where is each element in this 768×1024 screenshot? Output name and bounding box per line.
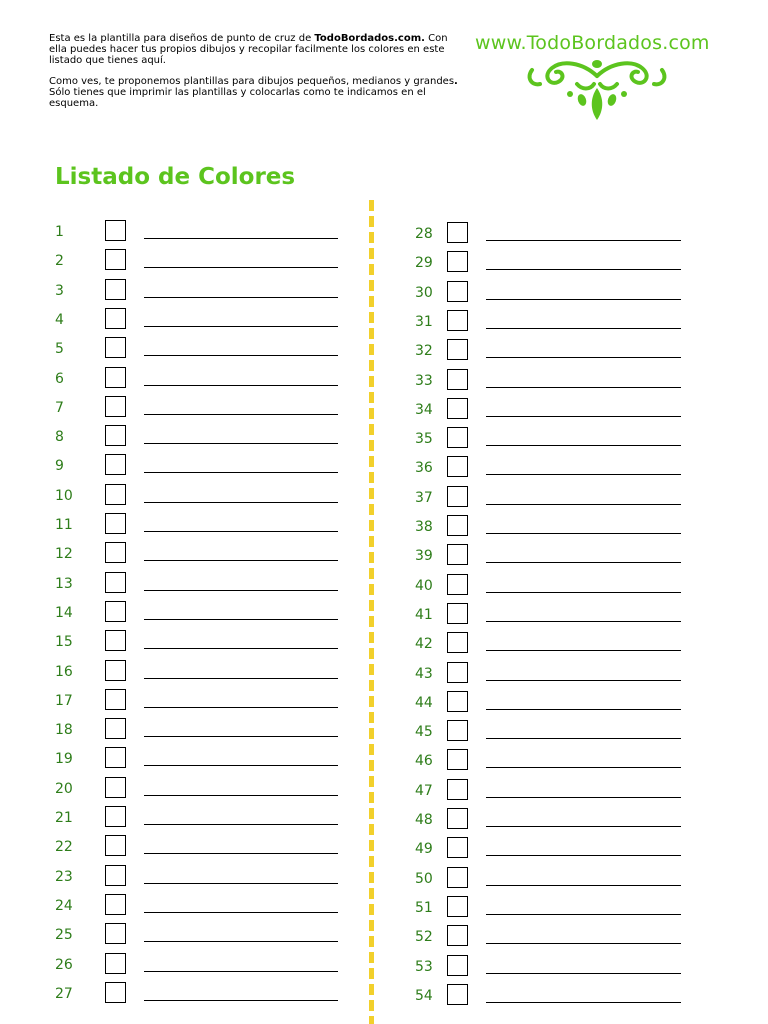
color-name-line[interactable] <box>144 590 338 591</box>
color-swatch-box[interactable] <box>447 281 468 302</box>
color-swatch-box[interactable] <box>105 923 126 944</box>
color-number: 10 <box>55 487 73 504</box>
color-row <box>55 340 338 364</box>
color-row <box>55 370 338 394</box>
color-swatch-box[interactable] <box>105 396 126 417</box>
color-row <box>415 870 681 894</box>
color-number: 49 <box>415 841 433 858</box>
color-swatch-box[interactable] <box>447 984 468 1005</box>
color-number: 33 <box>415 372 433 389</box>
color-swatch-box[interactable] <box>105 982 126 1003</box>
color-row <box>55 985 338 1009</box>
color-name-line[interactable] <box>144 912 338 913</box>
color-swatch-box[interactable] <box>447 779 468 800</box>
color-name-line[interactable] <box>486 1002 681 1003</box>
color-swatch-box[interactable] <box>105 308 126 329</box>
color-number: 13 <box>55 575 73 592</box>
color-row <box>55 663 338 687</box>
color-name-line[interactable] <box>144 765 338 766</box>
color-number: 9 <box>55 458 64 475</box>
color-row <box>415 899 681 923</box>
color-row <box>55 604 338 628</box>
color-swatch-box[interactable] <box>447 603 468 624</box>
color-swatch-box[interactable] <box>105 689 126 710</box>
color-row <box>415 987 681 1011</box>
color-number: 6 <box>55 370 64 387</box>
color-swatch-box[interactable] <box>105 601 126 622</box>
intro-site-name: TodoBordados.com. <box>314 33 425 44</box>
color-name-line[interactable] <box>486 474 681 475</box>
color-row <box>55 311 338 335</box>
color-number: 47 <box>415 782 433 799</box>
color-name-line[interactable] <box>144 619 338 620</box>
color-row <box>415 489 681 513</box>
color-name-line[interactable] <box>486 504 681 505</box>
color-name-line[interactable] <box>144 648 338 649</box>
color-number: 21 <box>55 810 73 826</box>
color-name-line[interactable] <box>486 973 681 974</box>
color-number: 31 <box>415 313 433 330</box>
color-swatch-box[interactable] <box>105 747 126 768</box>
color-number: 35 <box>415 431 433 448</box>
color-number: 26 <box>55 956 73 973</box>
color-swatch-box[interactable] <box>447 574 468 595</box>
color-name-line[interactable] <box>144 1000 338 1001</box>
color-row <box>415 284 681 308</box>
color-name-line[interactable] <box>486 680 681 681</box>
color-row <box>55 926 338 950</box>
color-number: 15 <box>55 634 73 651</box>
color-swatch-box[interactable] <box>105 279 126 300</box>
color-swatch-box[interactable] <box>447 808 468 829</box>
color-swatch-box[interactable] <box>105 337 126 358</box>
color-number: 3 <box>55 282 64 299</box>
color-number: 44 <box>415 694 433 711</box>
color-name-line[interactable] <box>486 885 681 886</box>
color-row <box>55 750 338 774</box>
color-number: 38 <box>415 519 433 535</box>
color-row <box>55 428 338 452</box>
color-name-line[interactable] <box>486 357 681 358</box>
color-swatch-box[interactable] <box>447 691 468 712</box>
color-swatch-box[interactable] <box>447 398 468 419</box>
color-number: 11 <box>55 517 73 533</box>
color-name-line[interactable] <box>144 560 338 561</box>
color-name-line[interactable] <box>486 855 681 856</box>
color-name-line[interactable] <box>486 914 681 915</box>
ornament-icon <box>522 54 672 124</box>
color-number: 7 <box>55 399 64 416</box>
color-row <box>55 487 338 511</box>
color-name-line[interactable] <box>144 824 338 825</box>
color-name-line[interactable] <box>486 709 681 710</box>
color-number: 30 <box>415 284 433 301</box>
color-name-line[interactable] <box>144 707 338 708</box>
color-number: 29 <box>415 255 433 272</box>
color-swatch-box[interactable] <box>447 544 468 565</box>
color-name-line[interactable] <box>144 883 338 884</box>
color-name-line[interactable] <box>144 385 338 386</box>
color-row <box>55 838 338 862</box>
color-row <box>415 430 681 454</box>
color-number: 2 <box>55 253 64 270</box>
color-row <box>415 547 681 571</box>
color-name-line[interactable] <box>144 355 338 356</box>
color-row <box>415 518 681 542</box>
color-number: 5 <box>55 341 64 358</box>
color-row <box>415 372 681 396</box>
color-number: 36 <box>415 460 433 477</box>
color-swatch-box[interactable] <box>447 867 468 888</box>
color-swatch-box[interactable] <box>447 310 468 331</box>
color-name-line[interactable] <box>144 326 338 327</box>
color-number: 42 <box>415 636 433 653</box>
color-swatch-box[interactable] <box>105 777 126 798</box>
color-name-line[interactable] <box>144 853 338 854</box>
color-name-line[interactable] <box>144 414 338 415</box>
color-swatch-box[interactable] <box>447 427 468 448</box>
color-row <box>415 723 681 747</box>
color-name-line[interactable] <box>486 328 681 329</box>
color-name-line[interactable] <box>486 533 681 534</box>
color-name-line[interactable] <box>486 445 681 446</box>
color-swatch-box[interactable] <box>105 953 126 974</box>
color-name-line[interactable] <box>486 738 681 739</box>
color-name-line[interactable] <box>486 416 681 417</box>
color-name-line[interactable] <box>144 795 338 796</box>
color-row <box>415 811 681 835</box>
color-number: 28 <box>415 226 433 242</box>
color-number: 19 <box>55 751 73 768</box>
color-number: 54 <box>415 987 433 1004</box>
color-name-line[interactable] <box>144 678 338 679</box>
color-swatch-box[interactable] <box>447 515 468 536</box>
color-number: 8 <box>55 429 64 446</box>
color-swatch-box[interactable] <box>105 425 126 446</box>
color-swatch-box[interactable] <box>447 720 468 741</box>
color-number: 43 <box>415 665 433 682</box>
color-row <box>415 225 681 249</box>
intro-line1-post: Con ella puedes hacer tus propios dibujos y recopilar facilmente los colores en este listado que tienes aquí. <box>49 33 448 66</box>
color-row <box>55 223 338 247</box>
color-number: 25 <box>55 927 73 944</box>
color-name-line[interactable] <box>486 621 681 622</box>
color-name-line[interactable] <box>486 269 681 270</box>
color-swatch-box[interactable] <box>105 835 126 856</box>
color-row <box>55 692 338 716</box>
color-swatch-box[interactable] <box>105 806 126 827</box>
color-number: 32 <box>415 343 433 360</box>
color-name-line[interactable] <box>486 387 681 388</box>
color-number: 23 <box>55 868 73 885</box>
color-number: 51 <box>415 899 433 916</box>
color-number: 34 <box>415 401 433 418</box>
color-swatch-box[interactable] <box>447 339 468 360</box>
color-row <box>415 694 681 718</box>
color-swatch-box[interactable] <box>105 542 126 563</box>
color-row <box>55 956 338 980</box>
color-row <box>415 459 681 483</box>
color-swatch-box[interactable] <box>105 454 126 475</box>
color-row <box>415 577 681 601</box>
color-number: 4 <box>55 311 64 328</box>
color-row <box>55 868 338 892</box>
color-name-line[interactable] <box>486 592 681 593</box>
color-swatch-box[interactable] <box>447 925 468 946</box>
color-number: 46 <box>415 753 433 770</box>
color-swatch-box[interactable] <box>105 484 126 505</box>
color-name-line[interactable] <box>486 562 681 563</box>
color-swatch-box[interactable] <box>105 718 126 739</box>
intro-paragraph-1 <box>49 33 464 66</box>
color-row <box>55 721 338 745</box>
color-swatch-box[interactable] <box>105 630 126 651</box>
color-number: 52 <box>415 929 433 946</box>
color-swatch-box[interactable] <box>105 572 126 593</box>
color-name-line[interactable] <box>144 472 338 473</box>
color-swatch-box[interactable] <box>447 662 468 683</box>
color-row <box>415 782 681 806</box>
color-name-line[interactable] <box>486 826 681 827</box>
color-number: 41 <box>415 606 433 623</box>
color-row <box>415 635 681 659</box>
intro-text <box>49 33 464 119</box>
color-row <box>55 809 338 833</box>
color-name-line[interactable] <box>144 443 338 444</box>
color-number: 27 <box>55 985 73 1002</box>
intro-paragraph-2 <box>49 76 464 109</box>
color-name-line[interactable] <box>486 240 681 241</box>
color-name-line[interactable] <box>486 767 681 768</box>
color-number: 50 <box>415 870 433 887</box>
color-number: 17 <box>55 692 73 709</box>
color-name-line[interactable] <box>486 943 681 944</box>
color-row <box>55 457 338 481</box>
color-name-line[interactable] <box>486 299 681 300</box>
color-row <box>415 752 681 776</box>
color-swatch-box[interactable] <box>447 749 468 770</box>
color-name-line[interactable] <box>144 941 338 942</box>
intro-para2-bold: . <box>454 76 458 87</box>
color-swatch-box[interactable] <box>447 456 468 477</box>
color-row <box>415 665 681 689</box>
color-swatch-box[interactable] <box>105 865 126 886</box>
color-swatch-box[interactable] <box>447 251 468 272</box>
color-name-line[interactable] <box>144 267 338 268</box>
intro-para2-post: Sólo tienes que imprimir las plantillas y colocarlas como te indicamos en el esquema. <box>49 87 426 109</box>
color-number: 18 <box>55 722 73 739</box>
color-row <box>55 399 338 423</box>
color-swatch-box[interactable] <box>105 894 126 915</box>
color-row <box>415 958 681 982</box>
color-row <box>55 545 338 569</box>
color-row <box>415 313 681 337</box>
intro-para2-pre: Como ves, te proponemos plantillas para dibujos pequeños, medianos y grandes <box>49 76 455 87</box>
color-name-line[interactable] <box>144 531 338 532</box>
color-row <box>415 606 681 630</box>
intro-line1-pre: Esta es la plantilla para diseños de punto de cruz de <box>49 33 315 44</box>
color-name-line[interactable] <box>486 650 681 651</box>
page-title: Listado de Colores <box>55 164 296 190</box>
color-row <box>55 897 338 921</box>
color-swatch-box[interactable] <box>447 486 468 507</box>
color-number: 53 <box>415 958 433 975</box>
color-name-line[interactable] <box>144 297 338 298</box>
color-swatch-box[interactable] <box>105 513 126 534</box>
color-number: 22 <box>55 839 73 856</box>
color-row <box>55 252 338 276</box>
column-divider <box>369 200 374 1024</box>
brand-url[interactable]: www.TodoBordados.com <box>475 32 710 54</box>
color-row <box>55 575 338 599</box>
color-number: 37 <box>415 489 433 506</box>
color-row <box>415 928 681 952</box>
color-number: 48 <box>415 812 433 828</box>
color-row <box>415 254 681 278</box>
color-swatch-box[interactable] <box>447 632 468 653</box>
color-name-line[interactable] <box>144 238 338 239</box>
color-swatch-box[interactable] <box>447 896 468 917</box>
color-swatch-box[interactable] <box>447 222 468 243</box>
color-number: 39 <box>415 548 433 565</box>
color-name-line[interactable] <box>144 971 338 972</box>
color-number: 16 <box>55 663 73 680</box>
color-swatch-box[interactable] <box>447 369 468 390</box>
color-number: 12 <box>55 546 73 563</box>
color-row <box>55 780 338 804</box>
color-name-line[interactable] <box>144 502 338 503</box>
color-swatch-box[interactable] <box>105 249 126 270</box>
color-row <box>415 840 681 864</box>
color-number: 45 <box>415 724 433 741</box>
color-number: 40 <box>415 577 433 594</box>
color-swatch-box[interactable] <box>105 220 126 241</box>
color-number: 14 <box>55 604 73 621</box>
color-swatch-box[interactable] <box>105 660 126 681</box>
color-number: 24 <box>55 897 73 914</box>
color-number: 1 <box>55 224 64 240</box>
color-row <box>55 633 338 657</box>
color-name-line[interactable] <box>144 736 338 737</box>
color-row <box>415 401 681 425</box>
color-row <box>55 282 338 306</box>
color-number: 20 <box>55 780 73 797</box>
color-name-line[interactable] <box>486 797 681 798</box>
color-swatch-box[interactable] <box>447 837 468 858</box>
color-swatch-box[interactable] <box>105 367 126 388</box>
color-row <box>55 516 338 540</box>
color-row <box>415 342 681 366</box>
color-swatch-box[interactable] <box>447 955 468 976</box>
